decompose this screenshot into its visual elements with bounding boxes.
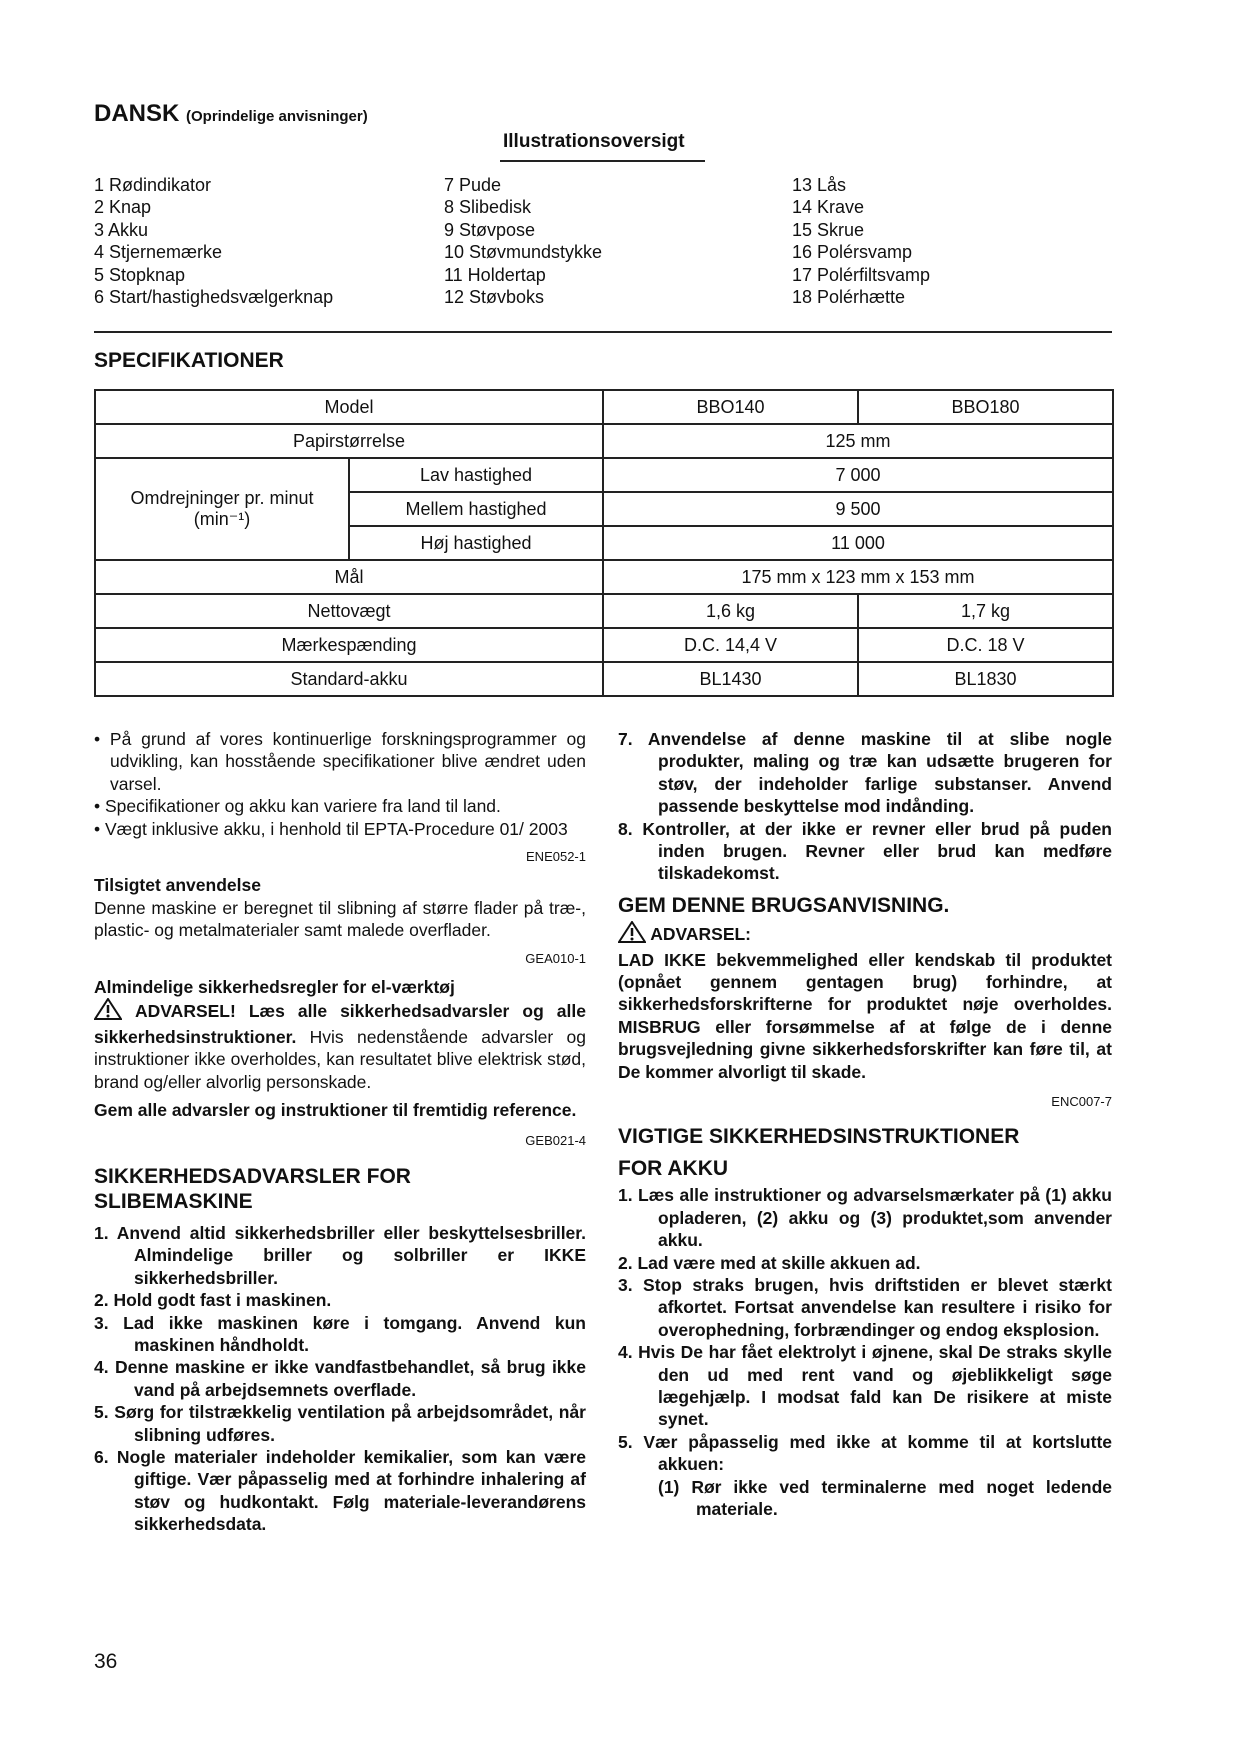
general-warning: [94, 998, 586, 1093]
page-number: 36: [94, 1650, 118, 1673]
part-item: 16 Polérsvamp: [792, 242, 913, 263]
list-item: 4. Denne maskine er ikke vandfastbehandlet, så brug ikke vand på arbejdsemnets overflade.: [94, 1357, 586, 1400]
keep-instructions: Gem alle advarsler og instruktioner til fremtidig reference.: [94, 1100, 577, 1121]
part-item: 10 Støvmundstykke: [444, 242, 603, 263]
spec-row-weight: [95, 594, 1113, 628]
part-item: 12 Støvboks: [444, 287, 545, 308]
warning-text: LAD IKKE bekvemmelighed eller kendskab til produktet (opnået gennem gentagen brug) forhindre, at sikkerhedsforskrifterne for produktet nøje overholdes. MISBRUG eller forsømmelse af at følge de i denne brugsvejledning givne sikkerhedsforskrifter kan føre til, at De kommer alvorligt til skade.: [618, 949, 1112, 1082]
right-column: [618, 728, 1112, 1520]
general-safety-title: Almindelige sikkerhedsregler for el-værktøj: [94, 977, 455, 998]
spec-note: • Vægt inklusive akku, i henhold til EPTA-Procedure 01/ 2003: [94, 818, 568, 839]
left-column: [94, 728, 586, 1536]
spec-row-model: [95, 390, 1113, 424]
section-divider: [94, 331, 1112, 333]
spec-sublabel: Lav hastighed: [349, 458, 603, 492]
language-name: DANSK: [94, 100, 180, 127]
spec-value: 125 mm: [603, 424, 1113, 458]
sub-list-item: (1) Rør ikke ved terminalerne med noget ledende materiale.: [658, 1476, 1112, 1519]
list-item: 5. Sørg for tilstrækkelig ventilation på arbejdsområdet, når slibning udføres.: [94, 1402, 586, 1445]
part-item: 11 Holdertap: [444, 264, 546, 285]
intended-use-title: Tilsigtet anvendelse: [94, 875, 261, 896]
part-item: 1 Rødindikator: [94, 175, 212, 195]
spec-row-voltage: [95, 628, 1113, 662]
part-item: 9 Støvpose: [444, 219, 536, 240]
warning-label: ADVARSEL:: [650, 924, 752, 945]
doc-code: GEA010-1: [525, 950, 586, 966]
spec-value: BBO180: [858, 390, 1113, 424]
spec-value: 7 000: [603, 458, 1113, 492]
save-instructions-title: GEM DENNE BRUGSANVISNING.: [618, 893, 950, 917]
spec-value: BL1830: [858, 662, 1113, 696]
language-title: [94, 100, 368, 128]
doc-code: ENC007-7: [1051, 1094, 1112, 1110]
battery-safety-list: [618, 1184, 1112, 1520]
general-warning-text: Hvis nedenstående advarsler og instruktioner ikke overholdes, kan resultatet blive elektrisk stød, brand og/eller alvorlig personskade.: [94, 1026, 586, 1092]
spec-value: 1,7 kg: [858, 594, 1113, 628]
spec-label: Mærkespænding: [95, 628, 603, 662]
list-item: 2. Lad være med at skille akkuen ad.: [618, 1252, 921, 1273]
list-item: 1. Anvend altid sikkerhedsbriller eller beskyttelsesbriller. Almindelige briller og solbriller er IKKE sikkerhedsbriller.: [94, 1222, 586, 1288]
list-item: 3. Lad ikke maskinen køre i tomgang. Anvend kun maskinen håndholdt.: [94, 1312, 586, 1355]
specs-title: SPECIFIKATIONER: [94, 349, 284, 372]
spec-label: Mål: [95, 560, 603, 594]
battery-safety-title-2: FOR AKKU: [618, 1156, 729, 1180]
part-item: 6 Start/hastighedsvælgerknap: [94, 287, 334, 308]
spec-table: [94, 389, 1114, 697]
warning-triangle-icon: [94, 998, 122, 1025]
list-item: 3. Stop straks brugen, hvis driftstiden er blevet stærkt afkortet. Fortsat anvendelse kan resultere i risiko for overophedning, forbrændinger og endog eksplosion.: [618, 1274, 1112, 1340]
part-item: 13 Lås: [792, 175, 847, 195]
spec-row-low: [95, 458, 1113, 492]
spec-note: • Specifikationer og akku kan variere fra land til land.: [94, 796, 501, 817]
part-item: 8 Slibedisk: [444, 197, 532, 218]
list-item: 6. Nogle materialer indeholder kemikalier, som kan være giftige. Vær påpasselig med at forhindre inhalering af støv og hudkontakt. Følg materiale-leverandørens sikkerhedsdata.: [94, 1446, 586, 1535]
spec-note: • På grund af vores kontinuerlige forskningsprogrammer og udvikling, kan hosstående specifikationer blive ændret uden varsel.: [94, 729, 586, 794]
sander-safety-list: [94, 1222, 586, 1536]
list-item: 2. Hold godt fast i maskinen.: [94, 1290, 332, 1311]
spec-row-battery: [95, 662, 1113, 696]
spec-label: Model: [95, 390, 603, 424]
part-item: 15 Skrue: [792, 219, 865, 240]
part-item: 17 Polérfiltsvamp: [792, 264, 931, 285]
general-warning-bold: ADVARSEL! Læs alle sikkerhedsadvarsler og alle sikkerhedsinstruktioner.: [94, 1001, 586, 1047]
parts-column-3: [792, 174, 930, 308]
spec-value: 11 000: [603, 526, 1113, 560]
warning-heading: [618, 921, 1112, 948]
sander-safety-title: SIKKERHEDSADVARSLER FOR SLIBEMASKINE: [94, 1164, 411, 1213]
language-note: (Oprindelige anvisninger): [186, 108, 368, 125]
illustration-title: Illustrationsoversigt: [503, 131, 685, 152]
parts-column-2: [444, 174, 602, 308]
intended-use-text: Denne maskine er beregnet til slibning af større flader på træ-, plastic- og metalmaterialer samt malede overflader.: [94, 897, 586, 941]
list-item: 1. Læs alle instruktioner og advarselsmærkater på (1) akku opladeren, (2) akku og (3) produktet,som anvender akku.: [618, 1185, 1112, 1251]
battery-safety-title-1: VIGTIGE SIKKERHEDSINSTRUKTIONER: [618, 1124, 1020, 1148]
sander-safety-list-cont: [618, 728, 1112, 885]
list-item: 7. Anvendelse af denne maskine til at slibe nogle produkter, maling og træ kan udsætte brugeren for støv, der indeholder farlige substanser. Anvend passende beskyttelse mod indånding.: [618, 729, 1112, 817]
warning-triangle-icon: [618, 921, 646, 948]
part-item: 4 Stjernemærke: [94, 242, 223, 263]
rpm-label: Omdrejninger pr. minut: [130, 488, 314, 508]
spec-value: D.C. 14,4 V: [603, 628, 858, 662]
spec-row-dimensions: [95, 560, 1113, 594]
spec-value: 9 500: [603, 492, 1113, 526]
spec-label: Papirstørrelse: [95, 424, 603, 458]
part-item: 2 Knap: [94, 197, 152, 218]
spec-value: BL1430: [603, 662, 858, 696]
spec-value: 1,6 kg: [603, 594, 858, 628]
spec-value: D.C. 18 V: [858, 628, 1113, 662]
spec-value: BBO140: [603, 390, 858, 424]
spec-sublabel: Høj hastighed: [349, 526, 603, 560]
part-item: 7 Pude: [444, 175, 502, 195]
doc-code: ENE052-1: [526, 849, 586, 865]
part-item: 14 Krave: [792, 197, 865, 218]
spec-sublabel: Mellem hastighed: [349, 492, 603, 526]
spec-label: Nettovægt: [95, 594, 603, 628]
spec-label-rpm: [95, 458, 349, 560]
rpm-unit: (min⁻¹): [193, 509, 251, 529]
spec-value: 175 mm x 123 mm x 153 mm: [603, 560, 1113, 594]
list-item: 4. Hvis De har fået elektrolyt i øjnene, skal De straks skylle den ud med rent vand og øjeblikkeligt søge lægehjælp. I modsat fald kan De risikere at miste synet.: [618, 1342, 1112, 1430]
part-item: 5 Stopknap: [94, 264, 186, 285]
list-item: 8. Kontroller, at der ikke er revner eller brud på puden inden brugen. Revner eller brud kan medføre tilskadekomst.: [618, 818, 1112, 884]
parts-column-1: [94, 174, 333, 308]
spec-row-paper: [95, 424, 1113, 458]
doc-code: GEB021-4: [525, 1132, 586, 1148]
spec-label: Standard-akku: [95, 662, 603, 696]
part-item: 18 Polérhætte: [792, 287, 906, 308]
illustration-underline: [500, 160, 705, 162]
list-item: 5. Vær påpasselig med ikke at komme til at kortslutte akkuen:: [618, 1431, 1112, 1475]
part-item: 3 Akku: [94, 219, 149, 240]
